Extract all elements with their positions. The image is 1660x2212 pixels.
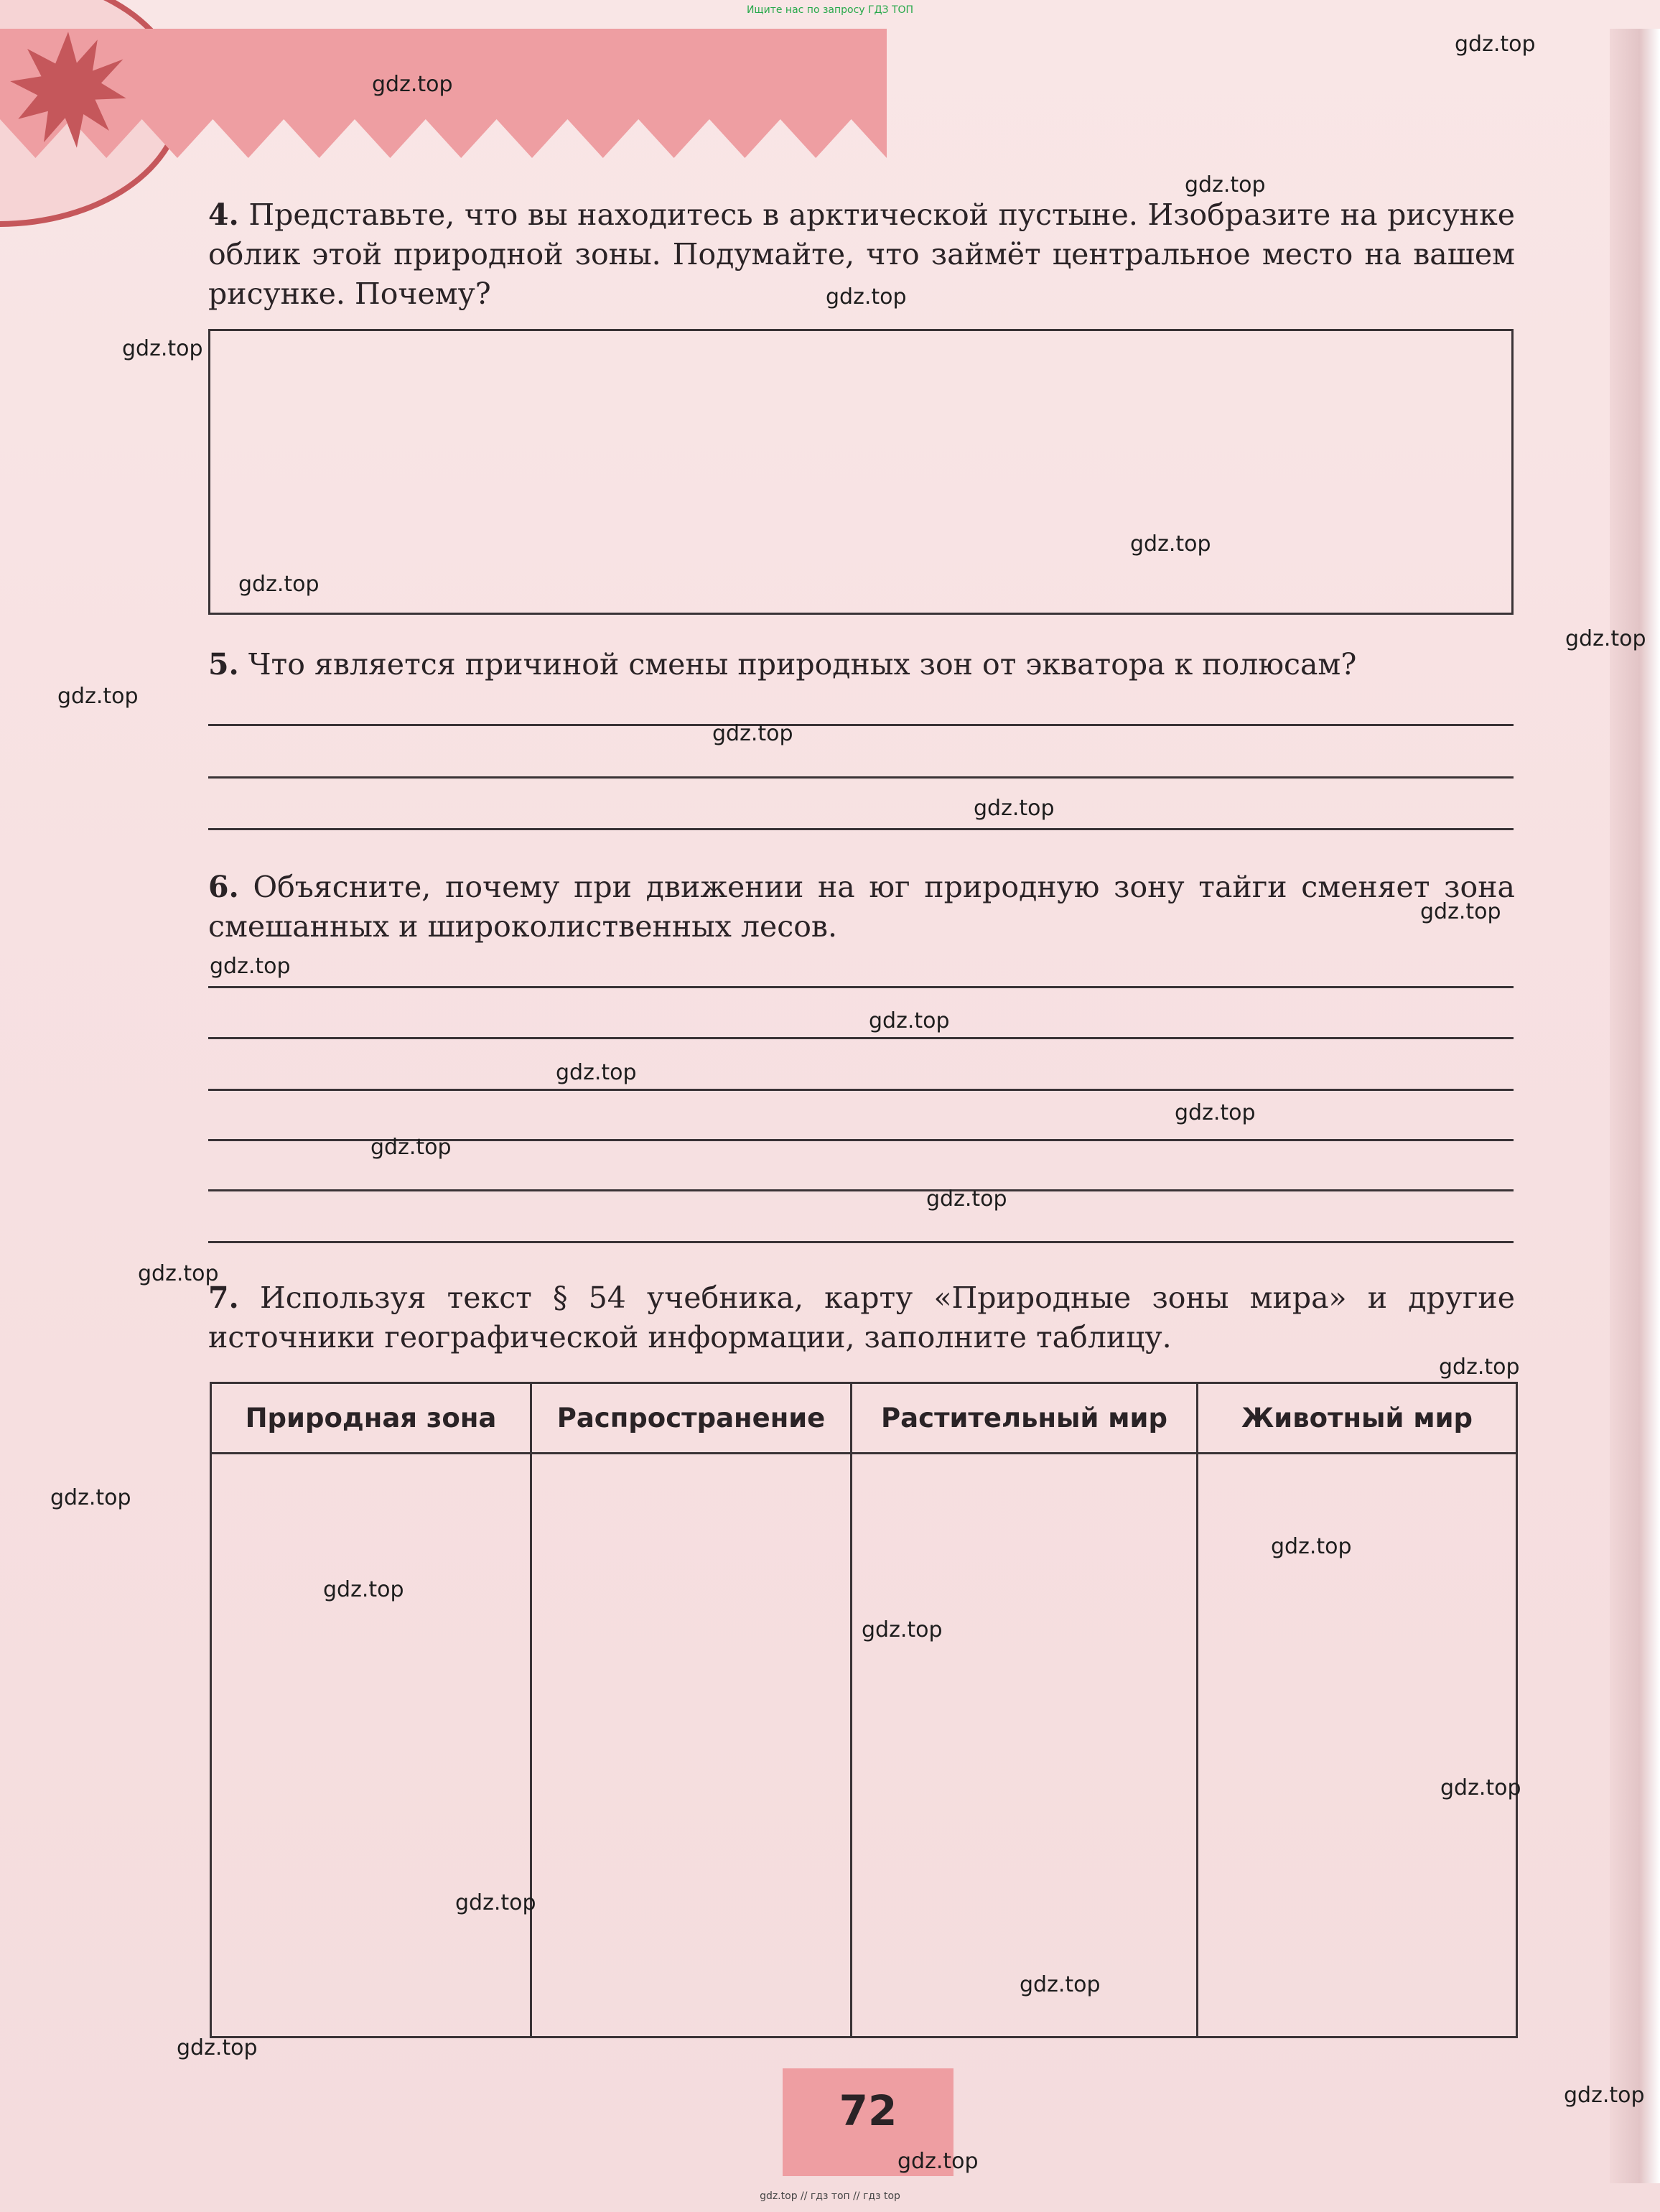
table-cell-fauna[interactable] bbox=[1198, 1454, 1516, 2036]
watermark: gdz.top bbox=[556, 1060, 637, 1085]
watermark: gdz.top bbox=[1565, 626, 1646, 651]
watermark: gdz.top bbox=[50, 1485, 131, 1510]
answer-line[interactable] bbox=[208, 1089, 1514, 1091]
watermark: gdz.top bbox=[57, 684, 139, 709]
watermark: gdz.top bbox=[370, 1135, 452, 1160]
table-cell-flora[interactable] bbox=[852, 1454, 1198, 2036]
watermark: gdz.top bbox=[712, 721, 793, 746]
watermark: gdz.top bbox=[1420, 899, 1501, 924]
answer-line[interactable] bbox=[208, 1189, 1514, 1191]
watermark: gdz.top bbox=[897, 2149, 979, 2174]
watermark: gdz.top bbox=[1175, 1100, 1256, 1125]
header-note: Ищите нас по запросу ГДЗ ТОП bbox=[746, 4, 914, 16]
watermark: gdz.top bbox=[826, 284, 907, 310]
page-number: 72 bbox=[839, 2086, 897, 2135]
page-edge-shadow bbox=[1610, 29, 1660, 2183]
watermark: gdz.top bbox=[177, 2035, 258, 2060]
watermark: gdz.top bbox=[1020, 1972, 1101, 1997]
watermark: gdz.top bbox=[869, 1008, 950, 1033]
task-7-number: 7. bbox=[208, 1281, 239, 1315]
watermark: gdz.top bbox=[1185, 172, 1266, 198]
watermark: gdz.top bbox=[372, 72, 453, 97]
task-5 bbox=[208, 645, 1515, 684]
task-6-text: Объясните, почему при движении на юг природную зону тайги сменяет зона смешанных и широколиственных лесов. bbox=[208, 870, 1515, 944]
watermark: gdz.top bbox=[1440, 1775, 1521, 1800]
watermark: gdz.top bbox=[926, 1186, 1007, 1212]
table-header-flora: Растительный мир bbox=[852, 1384, 1198, 1454]
watermark: gdz.top bbox=[1439, 1354, 1520, 1380]
table-header-fauna: Животный мир bbox=[1198, 1384, 1516, 1454]
task-4-number: 4. bbox=[208, 198, 239, 232]
table-header-distribution: Распространение bbox=[532, 1384, 852, 1454]
star-icon bbox=[7, 29, 129, 151]
task-5-number: 5. bbox=[208, 647, 239, 682]
watermark: gdz.top bbox=[862, 1617, 943, 1642]
watermark: gdz.top bbox=[974, 796, 1055, 821]
nature-zones-table bbox=[210, 1382, 1518, 2038]
watermark: gdz.top bbox=[1564, 2083, 1645, 2108]
answer-line[interactable] bbox=[208, 776, 1514, 779]
task-6 bbox=[208, 868, 1515, 947]
watermark: gdz.top bbox=[238, 572, 320, 597]
task-4-text: Представьте, что вы находитесь в арктической пустыне. Изобразите на рисунке облик этой природной зоны. Подумайте, что займёт центральное место на вашем рисунке. Почему? bbox=[208, 198, 1515, 311]
watermark: gdz.top bbox=[210, 954, 291, 979]
drawing-box[interactable] bbox=[208, 329, 1514, 615]
watermark: gdz.top bbox=[138, 1261, 219, 1286]
answer-line[interactable] bbox=[208, 986, 1514, 988]
task-7 bbox=[208, 1278, 1515, 1357]
task-7-text: Используя текст § 54 учебника, карту «Природные зоны мира» и другие источники географической информации, заполните таблицу. bbox=[208, 1281, 1515, 1354]
footer-note: gdz.top // гдз топ // гдз top bbox=[760, 2190, 900, 2202]
table-cell-zone[interactable] bbox=[212, 1454, 532, 2036]
task-6-number: 6. bbox=[208, 870, 239, 904]
answer-line[interactable] bbox=[208, 1037, 1514, 1039]
watermark: gdz.top bbox=[323, 1577, 404, 1602]
task-5-text: Что является причиной смены природных зон от экватора к полюсам? bbox=[248, 647, 1357, 682]
watermark: gdz.top bbox=[122, 336, 203, 361]
watermark: gdz.top bbox=[455, 1890, 536, 1915]
table-header-zone: Природная зона bbox=[212, 1384, 532, 1454]
watermark: gdz.top bbox=[1271, 1534, 1352, 1559]
table-cell-distribution[interactable] bbox=[532, 1454, 852, 2036]
answer-line[interactable] bbox=[208, 828, 1514, 830]
answer-line[interactable] bbox=[208, 1241, 1514, 1243]
watermark: gdz.top bbox=[1455, 32, 1536, 57]
watermark: gdz.top bbox=[1130, 531, 1211, 557]
answer-line[interactable] bbox=[208, 724, 1514, 726]
